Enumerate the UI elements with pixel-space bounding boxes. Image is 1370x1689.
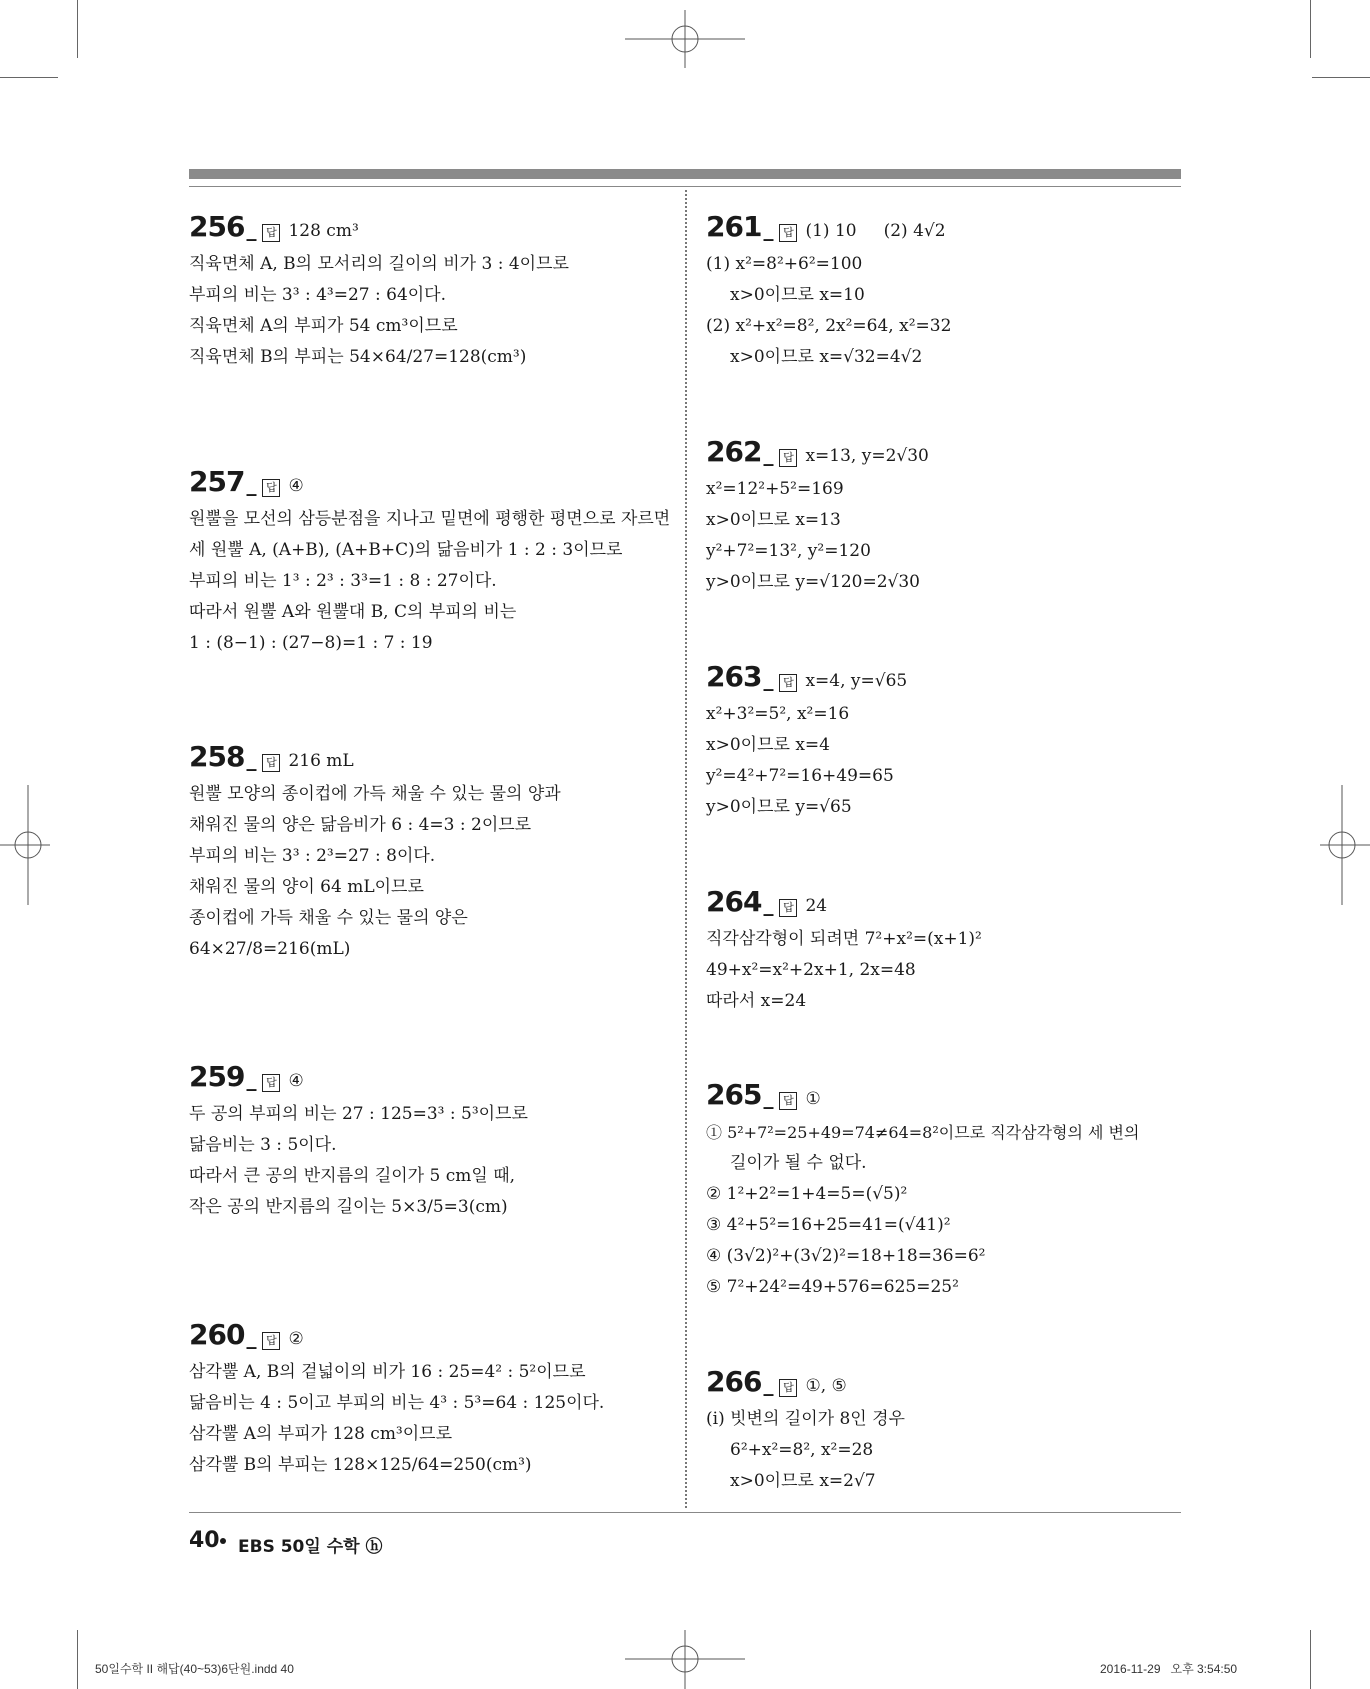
solution-line: 삼각뿔 B의 부피는 128×125/64=250(cm³) bbox=[189, 1455, 532, 1475]
answer-mark-icon: 답 bbox=[262, 1074, 280, 1092]
solution-line: ④ (3√2)²+(3√2)²=18+18=36=6² bbox=[706, 1246, 986, 1266]
solution-line: 원뿔을 모선의 삼등분점을 지나고 밑면에 평행한 평면으로 자르면 bbox=[189, 509, 671, 529]
solution-line: ⑤ 7²+24²=49+576=625=25² bbox=[706, 1277, 959, 1297]
solution-line: (2) x²+x²=8², 2x²=64, x²=32 bbox=[706, 316, 952, 336]
solution-line: ③ 4²+5²=16+25=41=(√41)² bbox=[706, 1215, 951, 1235]
answer-mark-icon: 답 bbox=[262, 1332, 280, 1350]
problem-262: 262 _ 답 x=13, y=2√30 x²=12²+5²=169 x>0이므로 x=13 y²+7²=13², y²=120 y>0이므로 y=√120=2√30 bbox=[706, 435, 1176, 598]
answer: 24 bbox=[805, 896, 828, 916]
registration-mark-right-icon bbox=[1320, 785, 1370, 905]
problem-263: 263 _ 답 x=4, y=√65 x²+3²=5², x²=16 x>0이므로 x=4 y²=4²+7²=16+49=65 y>0이므로 y=√65 bbox=[706, 660, 1176, 823]
solution-line: (ⅰ) 빗변의 길이가 8인 경우 bbox=[706, 1409, 905, 1429]
solution-line: 두 공의 부피의 비는 27 : 125=3³ : 5³이므로 bbox=[189, 1104, 528, 1124]
book-title: EBS 50일 수학 ⓗ bbox=[238, 1537, 383, 1557]
problem-256: 256 _ 답 128 cm³ 직육면체 A, B의 모서리의 길이의 비가 3 : 4이므로 부피의 비는 3³ : 4³=27 : 64이다. 직육면체 A의 부피가 54 cm³이므로 직육면체 B의 부피는 54×64/27=128(cm³) bbox=[189, 210, 659, 373]
answer-mark-icon: 답 bbox=[262, 224, 280, 242]
problem-259: 259 _ 답 ④ 두 공의 부피의 비는 27 : 125=3³ : 5³이므로 닮음비는 3 : 5이다. 따라서 큰 공의 반지름의 길이가 5 cm일 때, 작은 공의 반지름의 길이는 5×3/5=3(cm) bbox=[189, 1060, 659, 1223]
solution-line: 직육면체 A, B의 모서리의 길이의 비가 3 : 4이므로 bbox=[189, 254, 569, 274]
registration-mark-bottom-icon bbox=[625, 1630, 745, 1689]
answer-mark-icon: 답 bbox=[779, 1092, 797, 1110]
solution-line: 삼각뿔 A의 부피가 128 cm³이므로 bbox=[189, 1424, 453, 1444]
solution-line: 삼각뿔 A, B의 겉넓이의 비가 16 : 25=4² : 5²이므로 bbox=[189, 1362, 586, 1382]
footer-rule bbox=[189, 1512, 1181, 1513]
solution-line: 종이컵에 가득 채울 수 있는 물의 양은 bbox=[189, 908, 468, 928]
header-thin-rule bbox=[189, 186, 1181, 187]
solution-line: x>0이므로 x=2√7 bbox=[730, 1471, 876, 1491]
solution-line: ② 1²+2²=1+4=5=(√5)² bbox=[706, 1184, 908, 1204]
solution-line: 따라서 원뿔 A와 원뿔대 B, C의 부피의 비는 bbox=[189, 602, 517, 622]
solution-line: y>0이므로 y=√65 bbox=[706, 797, 852, 817]
answer: (1) 10 (2) 4√2 bbox=[805, 221, 946, 241]
solution-line: x>0이므로 x=10 bbox=[730, 285, 865, 305]
problem-number: 257 bbox=[189, 465, 245, 498]
solution-line: 6²+x²=8², x²=28 bbox=[730, 1440, 874, 1460]
answer: 216 mL bbox=[288, 751, 354, 771]
print-slug-file: 50일수학 II 해답(40~53)6단원.indd 40 bbox=[95, 1662, 294, 1676]
problem-257: 257 _ 답 ④ 원뿔을 모선의 삼등분점을 지나고 밑면에 평행한 평면으로 자르면 세 원뿔 A, (A+B), (A+B+C)의 닮음비가 1 : 2 : 3이므로 부피의 비는 1³ : 2³ : 3³=1 : 8 : 27이다. 따라서 원뿔 A와 원뿔대 B, C의 부피의 비는 1 : (8−1) : (27−8)=1 : 7 : 19 bbox=[189, 465, 659, 659]
page-number: 40 bbox=[189, 1528, 220, 1553]
answer-mark-icon: 답 bbox=[779, 224, 797, 242]
registration-mark-top-icon bbox=[625, 10, 745, 70]
solution-line: 채워진 물의 양은 닮음비가 6 : 4=3 : 2이므로 bbox=[189, 815, 532, 835]
problem-261: 261 _ 답 (1) 10 (2) 4√2 (1) x²=8²+6²=100 x>0이므로 x=10 (2) x²+x²=8², 2x²=64, x²=32 x>0이므로 x=√32=4√2 bbox=[706, 210, 1176, 373]
print-slug-timestamp: 2016-11-29 오후 3:54:50 bbox=[1100, 1662, 1238, 1676]
solution-line: 직육면체 B의 부피는 54×64/27=128(cm³) bbox=[189, 347, 527, 367]
problem-number: 261 bbox=[706, 210, 762, 243]
problem-number: 259 bbox=[189, 1060, 245, 1093]
solution-line: 작은 공의 반지름의 길이는 5×3/5=3(cm) bbox=[189, 1197, 508, 1217]
column-divider bbox=[685, 190, 687, 1508]
solution-line: 원뿔 모양의 종이컵에 가득 채울 수 있는 물의 양과 bbox=[189, 784, 561, 804]
solution-line: 따라서 큰 공의 반지름의 길이가 5 cm일 때, bbox=[189, 1166, 516, 1186]
solution-line: 세 원뿔 A, (A+B), (A+B+C)의 닮음비가 1 : 2 : 3이므로 bbox=[189, 540, 623, 560]
problem-number: 266 bbox=[706, 1365, 762, 1398]
solution-line: 닮음비는 3 : 5이다. bbox=[189, 1135, 337, 1155]
solution-line: x>0이므로 x=4 bbox=[706, 735, 830, 755]
solution-line: 49+x²=x²+2x+1, 2x=48 bbox=[706, 960, 916, 980]
problem-number: 264 bbox=[706, 885, 762, 918]
solution-line: 직각삼각형이 되려면 7²+x²=(x+1)² bbox=[706, 929, 982, 949]
solution-line: x²=12²+5²=169 bbox=[706, 479, 844, 499]
footer-bullet bbox=[220, 1538, 226, 1544]
answer: ①, ⑤ bbox=[805, 1376, 847, 1396]
problem-number: 262 bbox=[706, 435, 762, 468]
answer-mark-icon: 답 bbox=[262, 754, 280, 772]
problem-264: 264 _ 답 24 직각삼각형이 되려면 7²+x²=(x+1)² 49+x²=x²+2x+1, 2x=48 따라서 x=24 bbox=[706, 885, 1176, 1017]
answer: ④ bbox=[288, 1071, 304, 1091]
answer: ② bbox=[288, 1329, 304, 1349]
solution-line: 64×27/8=216(mL) bbox=[189, 939, 351, 959]
header-rule bbox=[189, 169, 1181, 179]
solution-line: 따라서 x=24 bbox=[706, 991, 807, 1011]
problem-number: 260 bbox=[189, 1318, 245, 1351]
solution-line: y²+7²=13², y²=120 bbox=[706, 541, 871, 561]
problem-number: 263 bbox=[706, 660, 762, 693]
solution-line: 닮음비는 4 : 5이고 부피의 비는 4³ : 5³=64 : 125이다. bbox=[189, 1393, 605, 1413]
answer-mark-icon: 답 bbox=[779, 1379, 797, 1397]
solution-line: x>0이므로 x=√32=4√2 bbox=[730, 347, 923, 367]
answer: x=13, y=2√30 bbox=[805, 446, 929, 466]
problem-258: 258 _ 답 216 mL 원뿔 모양의 종이컵에 가득 채울 수 있는 물의 양과 채워진 물의 양은 닮음비가 6 : 4=3 : 2이므로 부피의 비는 3³ : 2³=27 : 8이다. 채워진 물의 양이 64 mL이므로 종이컵에 가득 채울 수 있는 물의 양은 64×27/8=216(mL) bbox=[189, 740, 659, 965]
solution-line: x²+3²=5², x²=16 bbox=[706, 704, 850, 724]
answer-mark-icon: 답 bbox=[262, 479, 280, 497]
solution-line: y²=4²+7²=16+49=65 bbox=[706, 766, 894, 786]
answer: x=4, y=√65 bbox=[805, 671, 908, 691]
problem-265: 265 _ 답 ① ① 5²+7²=25+49=74≠64=8²이므로 직각삼각형의 세 변의 길이가 될 수 없다. ② 1²+2²=1+4=5=(√5)² ③ 4²+5²=16+25=41=(√41)² ④ (3√2)²+(3√2)²=18+18=36=6² ⑤ 7²+24²=49+576=625=25² bbox=[706, 1078, 1181, 1303]
problem-number: 256 bbox=[189, 210, 245, 243]
solution-line: y>0이므로 y=√120=2√30 bbox=[706, 572, 920, 592]
problem-260: 260 _ 답 ② 삼각뿔 A, B의 겉넓이의 비가 16 : 25=4² : 5²이므로 닮음비는 4 : 5이고 부피의 비는 4³ : 5³=64 : 125이다. 삼각뿔 A의 부피가 128 cm³이므로 삼각뿔 B의 부피는 128×125/64=250(cm³) bbox=[189, 1318, 659, 1481]
solution-line: 1 : (8−1) : (27−8)=1 : 7 : 19 bbox=[189, 633, 433, 653]
answer: 128 cm³ bbox=[288, 221, 359, 241]
solution-line: 부피의 비는 3³ : 4³=27 : 64이다. bbox=[189, 285, 447, 305]
solution-line: (1) x²=8²+6²=100 bbox=[706, 254, 863, 274]
solution-line: 길이가 될 수 없다. bbox=[730, 1153, 867, 1173]
problem-number: 258 bbox=[189, 740, 245, 773]
answer-mark-icon: 답 bbox=[779, 674, 797, 692]
answer-mark-icon: 답 bbox=[779, 449, 797, 467]
solution-line: ① 5²+7²=25+49=74≠64=8²이므로 직각삼각형의 세 변의 bbox=[706, 1123, 1140, 1142]
answer: ④ bbox=[288, 476, 304, 496]
solution-line: x>0이므로 x=13 bbox=[706, 510, 841, 530]
solution-line: 부피의 비는 3³ : 2³=27 : 8이다. bbox=[189, 846, 436, 866]
problem-266: 266 _ 답 ①, ⑤ (ⅰ) 빗변의 길이가 8인 경우 6²+x²=8², x²=28 x>0이므로 x=2√7 bbox=[706, 1365, 1176, 1497]
solution-line: 채워진 물의 양이 64 mL이므로 bbox=[189, 877, 424, 897]
solution-line: 부피의 비는 1³ : 2³ : 3³=1 : 8 : 27이다. bbox=[189, 571, 497, 591]
registration-mark-left-icon bbox=[0, 785, 50, 905]
problem-number: 265 bbox=[706, 1078, 762, 1111]
solution-line: 직육면체 A의 부피가 54 cm³이므로 bbox=[189, 316, 458, 336]
answer: ① bbox=[805, 1089, 821, 1109]
answer-mark-icon: 답 bbox=[779, 899, 797, 917]
